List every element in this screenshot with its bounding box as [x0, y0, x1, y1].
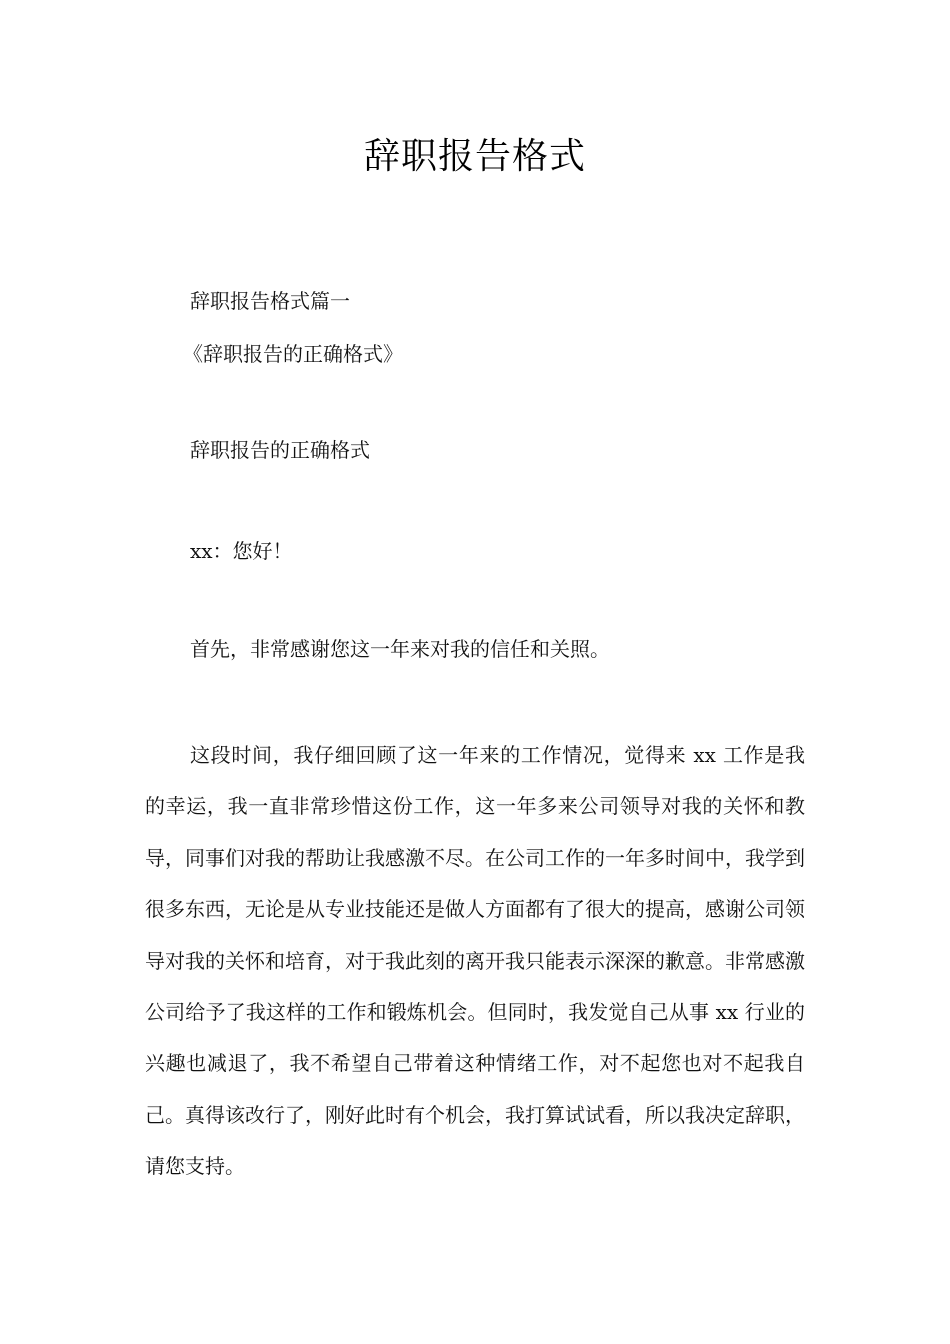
section-heading: 辞职报告格式篇一	[190, 289, 350, 313]
quoted-title: 《辞职报告的正确格式》	[183, 342, 403, 366]
document-title: 辞职报告格式	[363, 136, 586, 177]
salutation: xx：您好！	[190, 539, 293, 563]
opening-paragraph: 首先，非常感谢您这一年来对我的信任和关照。	[190, 637, 610, 661]
body-paragraph: 这段时间，我仔细回顾了这一年来的工作情况，觉得来 xx 工作是我的幸运，我一直非常珍惜这份工作，这一年多来公司领导对我的关怀和教导，同事们对我的帮助让我感激不尽。在公司工作的一年多时间中，我学到很多东西，无论是从专业技能还是做人方面都有了很大的提高，感谢公司领导对我的关怀和培育，对于我此刻的离开我只能表示深深的歉意。非常感激公司给予了我这样的工作和锻炼机会。但同时，我发觉自己从事 xx 行业的兴趣也减退了，我不希望自己带着这种情绪工作，对不起您也对不起我自己。真得该改行了，刚好此时有个机会，我打算试试看，所以我决定辞职，请您支持。	[145, 743, 805, 1179]
subheading: 辞职报告的正确格式	[190, 438, 370, 462]
